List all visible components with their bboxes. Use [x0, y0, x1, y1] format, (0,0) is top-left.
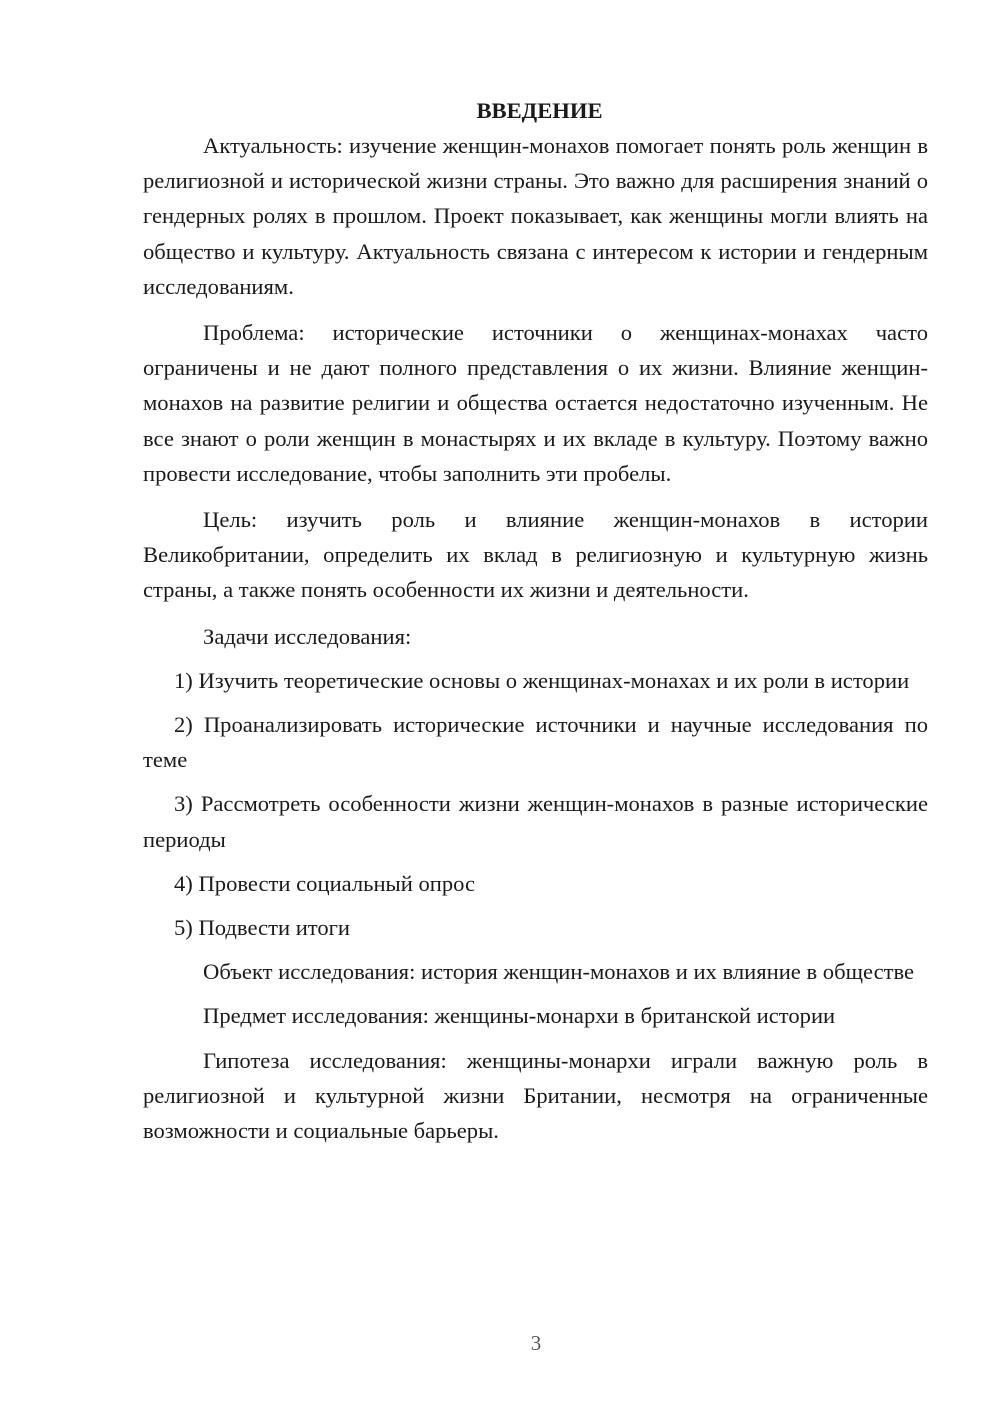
tasks-heading: Задачи исследования:	[203, 623, 412, 649]
page-number: 3	[530, 1331, 542, 1355]
object-paragraph: Объект исследования: история женщин-монахов и их влияние в обществе	[203, 959, 915, 985]
task-item: 2) Проанализировать исторические источники и научные исследования по теме	[143, 712, 928, 773]
problem-paragraph: Проблема: исторические источники о женщинах-монахах часто ограничены и не дают полного представления о их жизни. Влияние женщин-монахов на развитие религии и общества остается недостаточно изученным. Не все знают о роли женщин в монастырях и их вкладе в культуру. Поэтому важно провести исследование, чтобы заполнить эти пробелы.	[143, 320, 928, 486]
task-item: 4) Провести социальный опрос	[174, 870, 476, 896]
section-title: ВВЕДЕНИЕ	[476, 98, 603, 123]
subject-paragraph: Предмет исследования: женщины-монархи в британской истории	[203, 1003, 836, 1029]
task-item: 1) Изучить теоретические основы о женщинах-монахах и их роли в истории	[174, 667, 910, 693]
goal-paragraph: Цель: изучить роль и влияние женщин-монахов в истории Великобритании, определить их вклад в религиозную и культурную жизнь страны, а также понять особенности их жизни и деятельности.	[143, 507, 928, 603]
relevance-paragraph: Актуальность: изучение женщин-монахов помогает понять роль женщин в религиозной и исторической жизни страны. Это важно для расширения знаний о гендерных ролях в прошлом. Проект показывает, как женщины могли влиять на общество и культуру. Актуальность связана с интересом к истории и гендерным исследованиям.	[143, 133, 928, 299]
page-body	[143, 93, 928, 1148]
task-item: 3) Рассмотреть особенности жизни женщин-монахов в разные исторические периоды	[143, 791, 928, 852]
task-item: 5) Подвести итоги	[174, 915, 351, 941]
hypothesis-paragraph: Гипотеза исследования: женщины-монархи играли важную роль в религиозной и культурной жизни Британии, несмотря на ограниченные возможности и социальные барьеры.	[143, 1047, 928, 1144]
